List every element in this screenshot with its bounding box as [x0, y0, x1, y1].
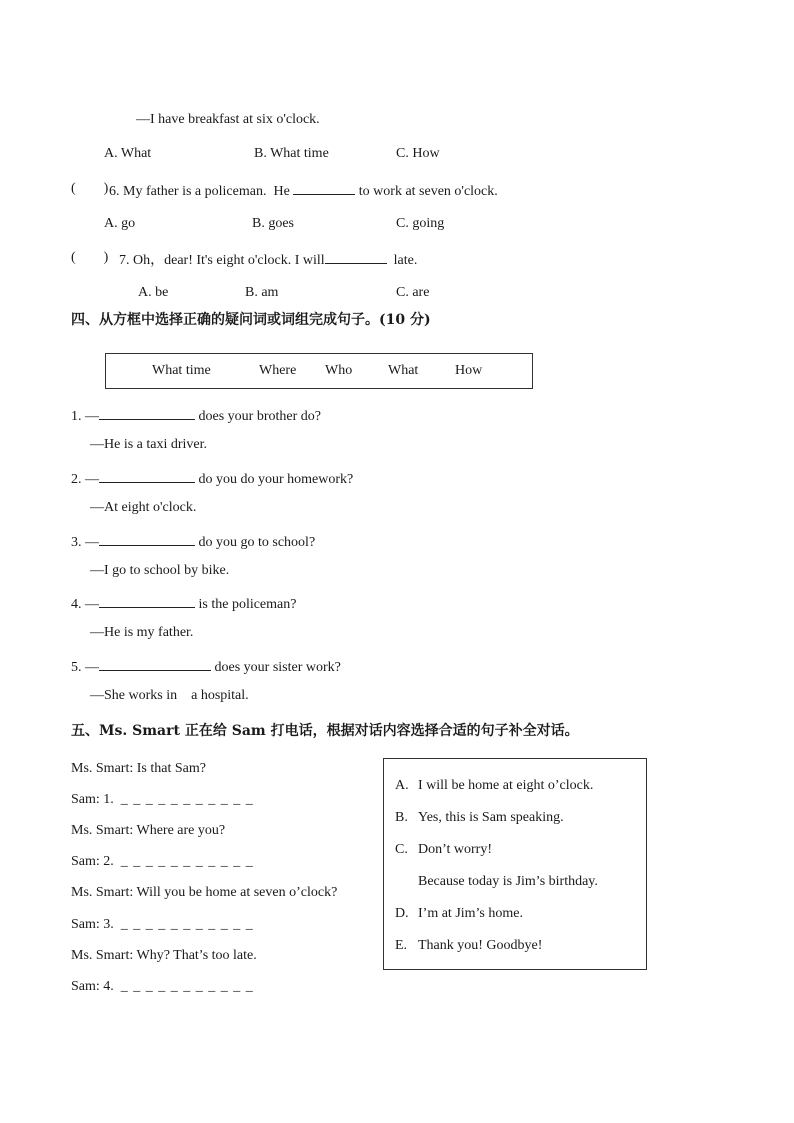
- item-blank[interactable]: [99, 593, 195, 608]
- q5-option-b: B. What time: [254, 146, 329, 161]
- part4-answer-4: —He is my father.: [90, 625, 194, 640]
- part4-item-3: [71, 531, 315, 552]
- part4-item-4: [71, 593, 296, 614]
- q7-option-c: C. are: [396, 285, 430, 300]
- dialogue-line-1: Ms. Smart: Is that Sam?: [71, 761, 206, 776]
- q6-option-a: A. go: [104, 216, 136, 231]
- option-b: [395, 809, 408, 827]
- word-what: What: [388, 363, 419, 378]
- options-box: [383, 758, 647, 970]
- item-number: 1. —: [71, 409, 99, 424]
- item-text: do you go to school?: [198, 535, 316, 550]
- previous-answer: —I have breakfast at six o'clock.: [136, 112, 320, 127]
- option-letter: D.: [395, 906, 409, 921]
- option-e: [395, 937, 407, 955]
- q6-blank[interactable]: [293, 180, 355, 195]
- option-letter: A.: [395, 778, 409, 793]
- q6-answer-paren[interactable]: ( ): [71, 181, 109, 196]
- option-c-text-continued: Because today is Jim’s birthday.: [418, 874, 598, 889]
- word-where: Where: [259, 363, 297, 378]
- q7-text-b: late.: [393, 253, 418, 268]
- dialogue-speaker: Sam: 1.: [71, 792, 114, 807]
- dialogue-line-4: [71, 853, 254, 871]
- dialogue-line-5: Ms. Smart: Will you be home at seven o’clock?: [71, 885, 338, 900]
- option-letter: C.: [395, 842, 408, 857]
- word-what-time: What time: [152, 363, 211, 378]
- option-c: [395, 841, 408, 859]
- q6-question: [109, 180, 498, 201]
- item-blank[interactable]: [99, 405, 195, 420]
- q7-option-b: B. am: [245, 285, 279, 300]
- dialogue-blank[interactable]: _ _ _ _ _ _ _ _ _ _ _: [120, 792, 254, 807]
- dialogue-speaker: Sam: 3.: [71, 917, 114, 932]
- q7-answer-paren[interactable]: ( ): [71, 250, 109, 265]
- q6-option-c: C. going: [396, 216, 445, 231]
- q7-blank[interactable]: [325, 249, 387, 264]
- part4-item-5: [71, 656, 341, 677]
- item-number: 4. —: [71, 597, 99, 612]
- part4-heading: 四、从方框中选择正确的疑问词或词组完成句子。(10 分): [71, 312, 431, 328]
- option-a-text: I will be home at eight o’clock.: [418, 778, 594, 793]
- dialogue-line-3: Ms. Smart: Where are you?: [71, 823, 226, 838]
- option-letter: B.: [395, 810, 408, 825]
- dialogue-blank[interactable]: _ _ _ _ _ _ _ _ _ _ _: [120, 979, 254, 994]
- part4-answer-5: —She works in a hospital.: [90, 688, 249, 703]
- word-who: Who: [325, 363, 353, 378]
- part4-answer-1: —He is a taxi driver.: [90, 437, 208, 452]
- dialogue-speaker: Sam: 2.: [71, 854, 114, 869]
- q6-text-b: to work at seven o'clock.: [358, 184, 498, 199]
- option-d-text: I’m at Jim’s home.: [418, 906, 523, 921]
- dialogue-blank[interactable]: _ _ _ _ _ _ _ _ _ _ _: [120, 854, 254, 869]
- part4-item-2: [71, 468, 353, 489]
- q5-option-a: A. What: [104, 146, 152, 161]
- option-letter: E.: [395, 938, 408, 953]
- q5-option-c: C. How: [396, 146, 440, 161]
- part5-heading: 五、Ms. Smart 正在给 Sam 打电话，根据对话内容选择合适的句子补全对话。: [71, 723, 579, 739]
- item-number: 2. —: [71, 472, 99, 487]
- item-text: is the policeman?: [198, 597, 297, 612]
- item-blank[interactable]: [99, 468, 195, 483]
- part4-answer-2: —At eight o'clock.: [90, 500, 197, 515]
- dialogue-line-2: [71, 791, 254, 809]
- item-number: 5. —: [71, 660, 99, 675]
- dialogue-speaker: Sam: 4.: [71, 979, 114, 994]
- q7-question: [119, 249, 417, 270]
- dialogue-line-7: Ms. Smart: Why? That’s too late.: [71, 948, 257, 963]
- option-d: [395, 905, 409, 923]
- item-text: does your sister work?: [214, 660, 341, 675]
- word-box: [105, 353, 533, 389]
- option-a: [395, 777, 409, 795]
- q6-text-a: 6. My father is a policeman. He: [109, 184, 290, 199]
- dialogue-line-6: [71, 916, 254, 934]
- option-c-text: Don’t worry!: [418, 842, 493, 857]
- item-text: does your brother do?: [198, 409, 321, 424]
- q7-option-a: A. be: [138, 285, 169, 300]
- part4-answer-3: —I go to school by bike.: [90, 563, 230, 578]
- item-blank[interactable]: [99, 531, 195, 546]
- option-b-text: Yes, this is Sam speaking.: [418, 810, 564, 825]
- item-number: 3. —: [71, 535, 99, 550]
- part4-item-1: [71, 405, 321, 426]
- dialogue-blank[interactable]: _ _ _ _ _ _ _ _ _ _ _: [120, 917, 254, 932]
- word-how: How: [455, 363, 483, 378]
- item-text: do you do your homework?: [198, 472, 354, 487]
- q6-option-b: B. goes: [252, 216, 294, 231]
- dialogue-line-8: [71, 978, 254, 996]
- q7-text-a: 7. Oh，dear! It's eight o'clock. I will: [119, 253, 325, 268]
- item-blank[interactable]: [99, 656, 211, 671]
- option-e-text: Thank you! Goodbye!: [418, 938, 543, 953]
